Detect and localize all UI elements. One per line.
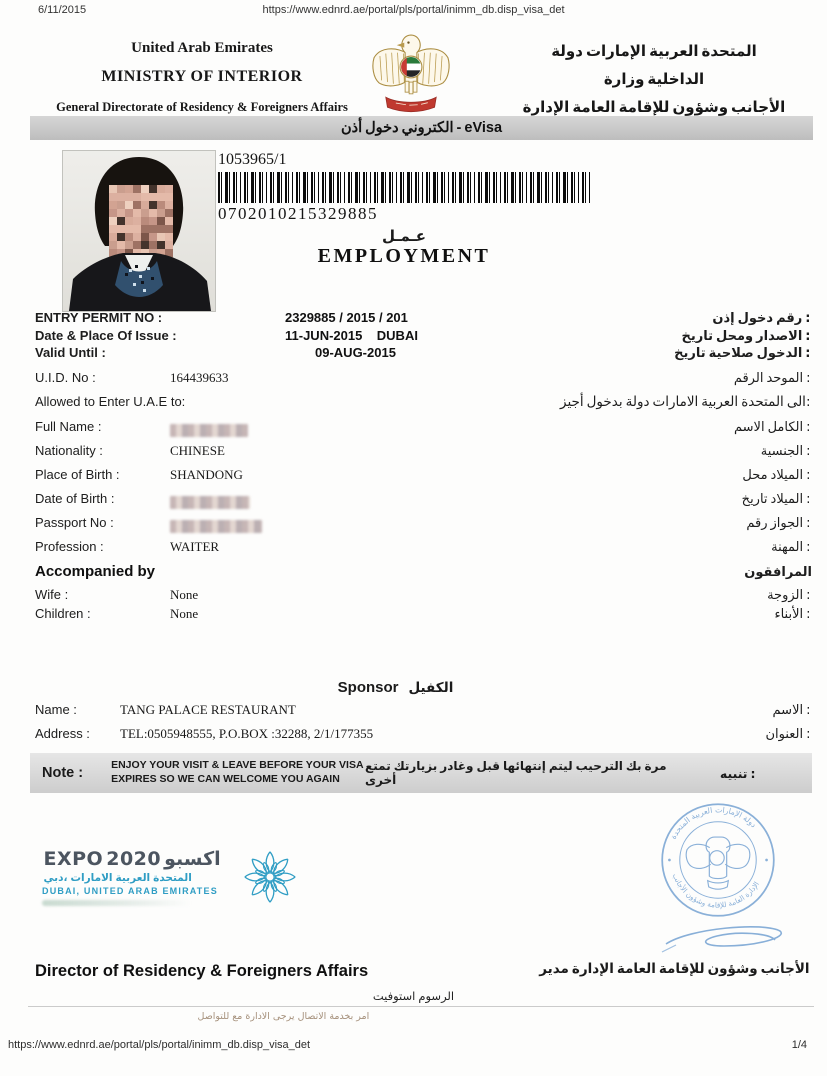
pen-signature-icon	[660, 916, 792, 963]
expo-subtitle-ar: دبي، الامارات العربية المتحدة	[43, 872, 192, 884]
expo-2020-rosette-icon	[242, 849, 298, 905]
note-label: Note :	[42, 765, 84, 781]
field-row-issue: Date & Place Of Issue : 11-JUN-2015 DUBAI تاريخ ومحل الاصدار :	[35, 327, 811, 344]
field-row-allowed: Allowed to Enter U.A.E to: أجيز بدخول دولة الامارات العربية المتحدة الى:	[35, 393, 811, 410]
field-row-profession: Profession : WAITER المهنة :	[35, 538, 811, 555]
field-row-place-of-birth: Place of Birth : SHANDONG محل الميلاد :	[35, 466, 811, 483]
field-row-uid: U.I.D. No : 164439633 الرقم الموحد :	[35, 369, 811, 386]
field-row-date-of-birth: Date of Birth : تاريخ الميلاد :	[35, 491, 812, 515]
svg-text:الإدارة العامة للإقامة وشؤون ا: الإدارة العامة للإقامة وشؤون الأجانب	[670, 872, 761, 910]
note-text-english: ENJOY YOUR VISIT & LEAVE BEFORE YOUR VISA EXPIRES SO WE CAN WELCOME YOU AGAIN	[111, 759, 364, 785]
ministry-name-ar: وزارة الداخلية	[603, 70, 705, 88]
barcode-number: 0702010215329885	[218, 204, 378, 223]
expo-partial-print	[42, 900, 192, 906]
field-row-nationality: Nationality : CHINESE الجنسية :	[35, 442, 811, 459]
directorate-name-ar: الإدارة العامة للإقامة وشؤون الأجانب	[522, 98, 786, 116]
field-row-entry-permit: ENTRY PERMIT NO : 2329885 / 2015 / 201 إذن دخول رقم :	[35, 310, 811, 326]
field-row-sponsor-name: Name : TANG PALACE RESTAURANT الاسم :	[35, 701, 811, 718]
country-name: United Arab Emirates	[131, 40, 273, 56]
page-indicator: 1/4	[791, 1039, 807, 1051]
letterhead-arabic	[489, 34, 819, 118]
accompanied-heading: Accompanied by المرافقون	[35, 562, 812, 580]
directorate-round-stamp-icon	[656, 798, 780, 927]
field-row-full-name: Full Name : الاسم الكامل :	[35, 419, 812, 443]
ministry-name: MINISTRY OF INTERIOR	[101, 68, 303, 85]
redacted-value	[170, 424, 248, 437]
field-row-sponsor-address: Address : TEL:0505948555, P.O.BOX :32288, 2/1/177355 العنوان :	[35, 725, 811, 742]
expo-title: EXPO 2020 اكسبو	[43, 848, 221, 870]
footer-divider	[28, 1006, 814, 1007]
letterhead-english	[28, 36, 376, 115]
applicant-portrait-photo	[62, 150, 216, 312]
field-row-wife: Wife : None الزوجة :	[35, 586, 811, 603]
footer-url: https://www.ednrd.ae/portal/pls/portal/inimm_db.disp_visa_det	[8, 1039, 311, 1051]
field-row-children: Children : None الأبناء :	[35, 606, 811, 622]
note-band	[30, 753, 812, 793]
file-number: 1053965/1	[218, 151, 287, 168]
expo-2020-logo	[42, 848, 298, 906]
evisa-banner: أذن دخول الكتروني - eVisa	[30, 116, 813, 140]
visa-type-english: EMPLOYMENT	[317, 245, 491, 267]
field-row-valid-until: Valid Until : 09-AUG-2015 تاريخ صلاحية الدخول :	[35, 345, 811, 361]
directorate-name: General Directorate of Residency & Foreigners Affairs	[56, 100, 348, 114]
note-text-arabic: تمتع بزيارتك وغادر قبل إنتهائها ليتم الترحيب بك مرةأخرى	[365, 759, 667, 787]
sponsor-heading: Sponsor الكفيل	[337, 678, 454, 696]
barcode-block	[218, 151, 590, 268]
svg-text:دولة الإمارات العربية المتحدة: دولة الإمارات العربية المتحدة	[668, 805, 759, 841]
director-title-english: Director of Residency & Foreigners Affairs	[35, 962, 369, 980]
fees-collected-note: استوفيت الرسوم	[372, 989, 455, 1003]
redacted-value	[170, 520, 262, 533]
print-date: 6/11/2015	[38, 4, 87, 16]
uae-falcon-emblem-icon	[369, 28, 453, 121]
code128-barcode-icon	[218, 172, 590, 203]
field-row-passport: Passport No : رقم الجواز :	[35, 515, 812, 539]
print-url: https://www.ednrd.ae/portal/pls/portal/inimm_db.disp_visa_det	[262, 4, 565, 16]
contact-note-arabic: للتواصل مع الادارة يرجى الاتصال بخدمة امر	[197, 1011, 370, 1022]
director-title-arabic: مدير الإدارة العامة للإقامة وشؤون الأجانب	[539, 961, 810, 977]
expo-text-block	[42, 848, 222, 906]
expo-subtitle-en: DUBAI, UNITED ARAB EMIRATES	[42, 886, 218, 896]
country-name-ar: دولة الإمارات العربية المتحدة	[551, 42, 757, 60]
visa-fields	[35, 310, 812, 750]
visa-type-arabic: عـمـل	[382, 227, 426, 245]
note-label-arabic: تنبيه :	[719, 765, 756, 781]
redacted-value	[170, 496, 250, 509]
